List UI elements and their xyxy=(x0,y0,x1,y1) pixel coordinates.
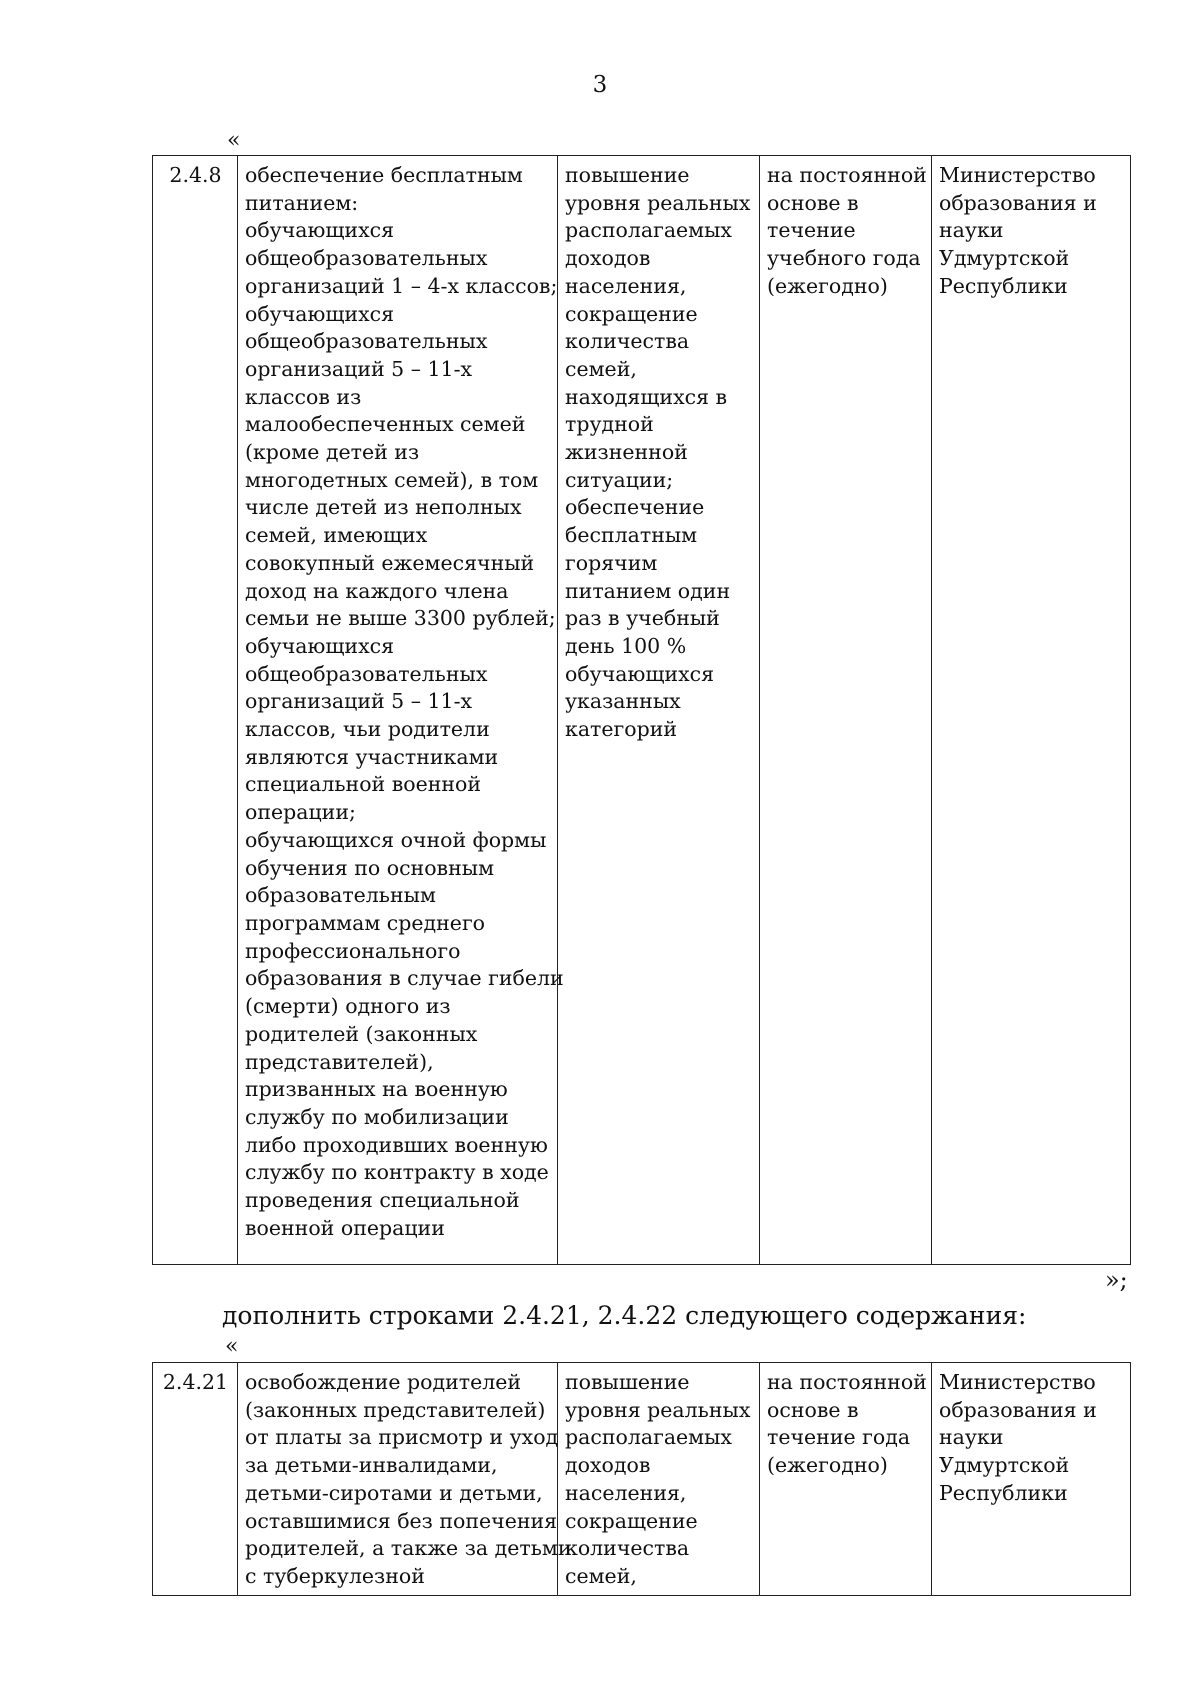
page-number: 3 xyxy=(592,72,608,98)
cell-line: либо проходивших военную xyxy=(245,1132,548,1157)
cell-line: категорий xyxy=(565,717,678,742)
cell-line: уровня реальных xyxy=(565,1397,751,1422)
cell-line: обучающихся xyxy=(245,301,395,326)
cell-line: жизненной xyxy=(565,440,688,465)
table-row xyxy=(153,156,1131,1265)
closing-quote: »; xyxy=(1105,1266,1128,1294)
cell-line: Министерство xyxy=(939,1370,1096,1394)
cell-line: обеспечение xyxy=(565,495,705,520)
cell-line: обучающихся очной формы xyxy=(245,827,547,852)
cell-line: образовательным xyxy=(245,883,436,908)
cell-line: горячим xyxy=(565,550,658,575)
cell-line: образования и xyxy=(939,1397,1097,1422)
cell-line: (законных представителей) xyxy=(245,1397,546,1422)
cell-line: родителей (законных xyxy=(245,1021,478,1046)
cell-line: питанием: xyxy=(245,190,359,215)
cell-line: течение xyxy=(767,218,856,243)
executor-cell xyxy=(932,156,1131,1265)
cell-line: семей, имеющих xyxy=(245,523,428,548)
row-number: 2.4.21 xyxy=(153,1363,238,1596)
row-number: 2.4.8 xyxy=(153,156,238,1265)
cell-line: питанием один xyxy=(565,578,731,603)
measure-cell xyxy=(238,1363,572,1596)
cell-line: совокупный ежемесячный xyxy=(245,550,535,575)
cell-line: за детьми-инвалидами, xyxy=(245,1453,498,1478)
cell-line: Республики xyxy=(939,1480,1068,1505)
cell-line: располагаемых xyxy=(565,218,732,243)
cell-line: основе в xyxy=(767,1397,859,1422)
cell-line: (ежегодно) xyxy=(767,1453,888,1478)
table-row xyxy=(153,1363,1131,1596)
cell-line: Удмуртской xyxy=(939,1453,1070,1478)
cell-line: сокращение xyxy=(565,1508,698,1533)
term-cell xyxy=(760,156,932,1265)
cell-line: семей, xyxy=(565,356,637,381)
cell-line: малообеспеченных семей xyxy=(245,412,526,437)
opening-quote-2: « xyxy=(225,1334,239,1359)
cell-line: количества xyxy=(565,329,690,354)
cell-line: учебного года xyxy=(767,246,921,271)
cell-line: основе в xyxy=(767,190,859,215)
cell-line: многодетных семей), в том xyxy=(245,467,539,492)
cell-line: операции; xyxy=(245,800,356,825)
cell-line: числе детей из неполных xyxy=(245,495,522,520)
cell-line: доход на каждого члена xyxy=(245,578,509,603)
cell-line: сокращение xyxy=(565,301,698,326)
cell-line: раз в учебный xyxy=(565,606,720,631)
cell-line: представителей), xyxy=(245,1049,434,1074)
cell-line: (кроме детей из xyxy=(245,440,420,465)
cell-line: указанных xyxy=(565,689,681,714)
cell-line: образования и xyxy=(939,190,1097,215)
cell-line: на постоянной xyxy=(767,1370,927,1394)
executor-cell xyxy=(932,1363,1131,1596)
cell-line: образования в случае гибели xyxy=(245,966,564,991)
table-continuation-2-4-8 xyxy=(152,155,1131,1265)
cell-line: Удмуртской xyxy=(939,246,1070,271)
cell-line: науки xyxy=(939,218,1004,243)
cell-line: течение года xyxy=(767,1425,911,1450)
cell-line: населения, xyxy=(565,1480,687,1505)
cell-line: (ежегодно) xyxy=(767,273,888,298)
cell-line: классов, чьи родители xyxy=(245,717,490,742)
instruction-text: дополнить строками 2.4.21, 2.4.22 следующего содержания: xyxy=(222,1301,1027,1330)
cell-line: (смерти) одного из xyxy=(245,994,451,1019)
cell-line: обучающихся xyxy=(245,218,395,243)
cell-line: семей, xyxy=(565,1563,637,1588)
table-new-rows xyxy=(152,1362,1131,1596)
opening-quote: « xyxy=(227,128,241,153)
cell-line: общеобразовательных xyxy=(245,246,488,271)
cell-line: оставшимися без попечения xyxy=(245,1508,558,1533)
cell-line: организаций 5 – 11-х xyxy=(245,689,473,714)
cell-line: классов из xyxy=(245,384,362,409)
result-cell xyxy=(558,1363,760,1596)
cell-line: населения, xyxy=(565,273,687,298)
cell-line: повышение xyxy=(565,163,690,187)
cell-line: организаций 5 – 11-х xyxy=(245,356,473,381)
cell-line: доходов xyxy=(565,1453,651,1478)
cell-line: Министерство xyxy=(939,163,1096,187)
cell-line: профессионального xyxy=(245,938,461,963)
result-cell xyxy=(558,156,760,1265)
cell-line: общеобразовательных xyxy=(245,661,488,686)
cell-line: на постоянной xyxy=(767,163,927,187)
cell-line: службу по контракту в ходе xyxy=(245,1160,549,1185)
cell-line: детьми-сиротами и детьми, xyxy=(245,1480,543,1505)
cell-line: обучающихся xyxy=(565,661,715,686)
cell-line: трудной xyxy=(565,412,654,437)
term-cell xyxy=(760,1363,932,1596)
cell-line: ситуации; xyxy=(565,467,674,492)
cell-line: общеобразовательных xyxy=(245,329,488,354)
cell-line: программам среднего xyxy=(245,910,486,935)
cell-line: науки xyxy=(939,1425,1004,1450)
cell-line: с туберкулезной xyxy=(245,1563,425,1588)
cell-line: от платы за присмотр и уход xyxy=(245,1425,559,1450)
cell-line: повышение xyxy=(565,1370,690,1394)
cell-line: день 100 % xyxy=(565,633,687,658)
cell-line: находящихся в xyxy=(565,384,728,409)
cell-line: обеспечение бесплатным xyxy=(245,163,523,187)
cell-line: являются участниками xyxy=(245,744,499,769)
cell-line: призванных на военную xyxy=(245,1077,508,1102)
cell-line: проведения специальной xyxy=(245,1188,520,1213)
measure-cell xyxy=(238,156,564,1265)
cell-line: освобождение родителей xyxy=(245,1370,522,1394)
cell-line: семьи не выше 3300 рублей; xyxy=(245,606,556,631)
cell-line: службу по мобилизации xyxy=(245,1104,509,1129)
cell-line: военной операции xyxy=(245,1215,445,1240)
cell-line: обучения по основным xyxy=(245,855,495,880)
cell-line: доходов xyxy=(565,246,651,271)
cell-line: количества xyxy=(565,1536,690,1561)
cell-line: бесплатным xyxy=(565,523,698,548)
cell-line: обучающихся xyxy=(245,633,395,658)
cell-line: Республики xyxy=(939,273,1068,298)
cell-line: специальной военной xyxy=(245,772,482,797)
cell-line: организаций 1 – 4-х классов; xyxy=(245,273,558,298)
cell-line: уровня реальных xyxy=(565,190,751,215)
cell-line: располагаемых xyxy=(565,1425,732,1450)
cell-line: родителей, а также за детьми xyxy=(245,1536,572,1561)
